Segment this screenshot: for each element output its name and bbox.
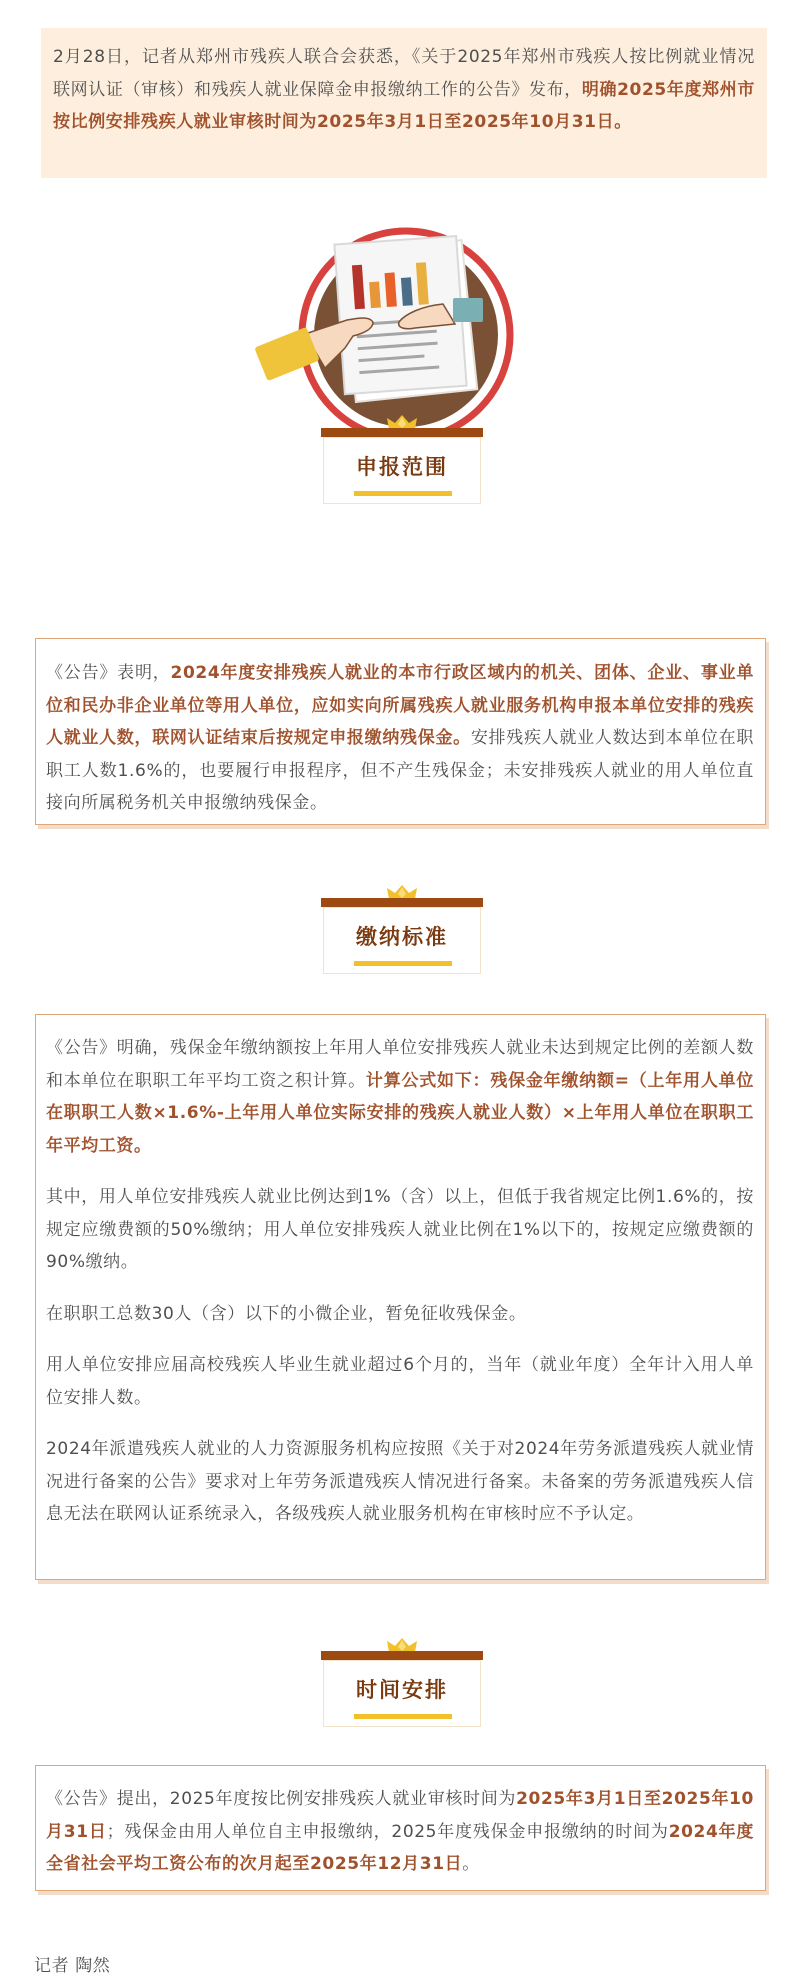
section-heading-scope xyxy=(321,414,483,504)
time-text-2: ；残保金由用人单位自主申报缴纳，2025年度残保金申报缴纳的时间为 xyxy=(106,1821,669,1842)
standard-paragraph-1 xyxy=(46,1032,754,1162)
standard-paragraph-4: 用人单位安排应届高校残疾人毕业生就业超过6个月的，当年（就业年度）全年计入用人单位安排人数。 xyxy=(46,1355,754,1408)
heading-label-box xyxy=(323,907,481,974)
intro-paragraph xyxy=(53,41,755,139)
scope-highlight: 2024年度安排残疾人就业的本市行政区域内的机关、团体、企业、事业单位和民办非企业单位等用人单位，应如实向所属残疾人就业服务机构申报本单位安排的残疾人就业人数，联网认证结束后按规定申报缴纳残保金。 xyxy=(46,663,754,748)
standard-formula: 计算公式如下：残保金年缴纳额=（上年用人单位在职职工人数×1.6%-上年用人单位实际安排的残疾人就业人数）×上年用人单位在职职工年平均工资。 xyxy=(46,1070,754,1156)
heading-label: 时间安排 xyxy=(356,1678,448,1702)
time-box xyxy=(35,1765,766,1891)
standard-paragraph-5: 2024年派遣残疾人就业的人力资源服务机构应按照《关于对2024年劳务派遣残疾人就业情况进行备案的公告》要求对上年劳务派遣残疾人情况进行备案。未备案的劳务派遣残疾人信息无法在联网认证系统录入，各级残疾人就业服务机构在审核时应不予认定。 xyxy=(46,1439,754,1524)
heading-bar xyxy=(321,428,483,437)
heading-bar xyxy=(321,1651,483,1660)
time-highlight-1: 2025年3月1日至2025年10月31日 xyxy=(46,1789,754,1842)
time-text-3: 。 xyxy=(462,1854,480,1874)
heading-underline xyxy=(354,961,452,966)
author-credit: 记者 陶然 xyxy=(34,1956,111,1976)
standard-box xyxy=(35,1014,766,1580)
heading-bar xyxy=(321,898,483,907)
heading-label-box xyxy=(323,437,481,504)
time-paragraph xyxy=(46,1783,754,1881)
scope-text-2: 安排残疾人就业人数达到本单位在职职工人数1.6%的，也要履行申报程序，但不产生残保金；未安排残疾人就业的用人单位直接向所属税务机关申报缴纳残保金。 xyxy=(46,728,754,813)
heading-label: 缴纳标准 xyxy=(356,925,448,949)
time-text-1: 《公告》提出，2025年度按比例安排残疾人就业审核时间为 xyxy=(46,1789,517,1809)
intro-text: 2月28日，记者从郑州市残疾人联合会获悉，《关于2025年郑州市残疾人按比例就业情况联网认证（审核）和残疾人就业保障金申报缴纳工作的公告》发布， xyxy=(53,47,755,100)
scope-text-1: 《公告》表明， xyxy=(46,663,171,683)
heading-underline xyxy=(354,1714,452,1719)
scope-box xyxy=(35,638,766,825)
intro-highlight: 明确2025年度郑州市按比例安排残疾人就业审核时间为2025年3月1日至2025年10月31日。 xyxy=(53,79,755,132)
heading-label-box xyxy=(323,1660,481,1727)
standard-paragraph-2: 其中，用人单位安排残疾人就业比例达到1%（含）以上，但低于我省规定比例1.6%的，按规定应缴费额的50%缴纳；用人单位安排残疾人就业比例在1%以下的，按规定应缴费额的90%缴纳。 xyxy=(46,1187,754,1272)
heading-underline xyxy=(354,491,452,496)
intro-block xyxy=(41,28,767,178)
time-highlight-2: 2024年度全省社会平均工资公布的次月起至2025年12月31日 xyxy=(46,1821,754,1874)
section-heading-time xyxy=(321,1637,483,1727)
standard-paragraph-3: 在职职工总数30人（含）以下的小微企业，暂免征收残保金。 xyxy=(46,1303,527,1324)
standard-text-1: 《公告》明确，残保金年缴纳额按上年用人单位安排残疾人就业未达到规定比例的差额人数和本单位在职职工年平均工资之积计算。 xyxy=(46,1038,754,1091)
section-heading-standard xyxy=(321,884,483,974)
scope-paragraph xyxy=(46,657,754,820)
heading-label: 申报范围 xyxy=(356,455,448,479)
